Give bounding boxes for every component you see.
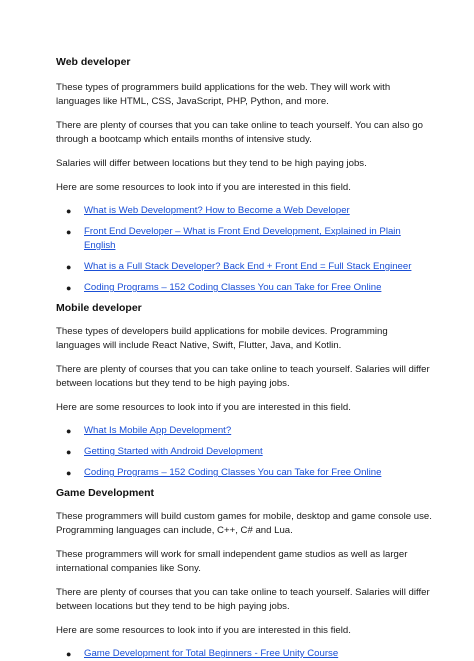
paragraph: Here are some resources to look into if you are interested in this field. — [56, 182, 351, 193]
paragraph: There are plenty of courses that you can take online to teach yourself. Salaries will differ between locations but they tend to be high paying jobs. — [56, 364, 430, 389]
section-heading: Game Development — [56, 487, 155, 499]
paragraph: Here are some resources to look into if you are interested in this field. — [56, 402, 351, 413]
bullet-icon: ● — [66, 426, 72, 436]
bullet-icon: ● — [66, 262, 72, 272]
section-game-development — [56, 487, 434, 661]
section-mobile-developer — [56, 302, 434, 480]
list-item — [56, 281, 434, 295]
bullet-icon: ● — [66, 283, 72, 293]
resource-list — [56, 647, 434, 661]
list-item — [56, 424, 434, 438]
paragraph: There are plenty of courses that you can take online to teach yourself. You can also go through a bootcamp which entails months of intensive study. — [56, 120, 423, 145]
section-web-developer — [56, 56, 434, 295]
paragraph: These types of developers build applications for mobile devices. Programming languages will include React Native, Swift, Flutter, Java, and Kotlin. — [56, 326, 388, 351]
list-item — [56, 647, 434, 661]
resource-link[interactable]: What Is Mobile App Development? — [84, 425, 232, 436]
bullet-icon: ● — [66, 206, 72, 216]
bullet-icon: ● — [66, 447, 72, 457]
resource-link[interactable]: Game Development for Total Beginners - Free Unity Course — [84, 648, 339, 659]
list-item — [56, 225, 434, 253]
section-heading: Web developer — [56, 56, 131, 68]
bullet-icon: ● — [66, 649, 72, 659]
list-item — [56, 204, 434, 218]
list-item — [56, 445, 434, 459]
paragraph: Salaries will differ between locations but they tend to be high paying jobs. — [56, 158, 367, 169]
paragraph: These types of programmers build applications for the web. They will work with languages like HTML, CSS, JavaScript, PHP, Python, and more. — [56, 82, 391, 107]
resource-link[interactable]: What is Web Development? How to Become a Web Developer — [84, 205, 350, 216]
resource-link[interactable]: Front End Developer – What is Front End Development, Explained in Plain English — [84, 226, 401, 251]
section-heading: Mobile developer — [56, 302, 142, 314]
bullet-icon: ● — [66, 468, 72, 478]
list-item — [56, 466, 434, 480]
paragraph: These programmers will work for small independent game studios as well as larger international companies like Sony. — [56, 549, 408, 574]
resource-list — [56, 424, 434, 480]
resource-link[interactable]: Coding Programs – 152 Coding Classes You can Take for Free Online — [84, 467, 382, 478]
resource-list — [56, 204, 434, 295]
resource-link[interactable]: Getting Started with Android Development — [84, 446, 263, 457]
paragraph: These programmers will build custom games for mobile, desktop and game console use. Programming languages can include, C++, C# and Lua. — [56, 511, 432, 536]
list-item — [56, 260, 434, 274]
resource-link[interactable]: Coding Programs – 152 Coding Classes You can Take for Free Online — [84, 282, 382, 293]
bullet-icon: ● — [66, 227, 72, 237]
resource-link[interactable]: What is a Full Stack Developer? Back End + Front End = Full Stack Engineer — [84, 261, 412, 272]
paragraph: There are plenty of courses that you can take online to teach yourself. Salaries will differ between locations but they tend to be high paying jobs. — [56, 587, 430, 612]
paragraph: Here are some resources to look into if you are interested in this field. — [56, 625, 351, 636]
